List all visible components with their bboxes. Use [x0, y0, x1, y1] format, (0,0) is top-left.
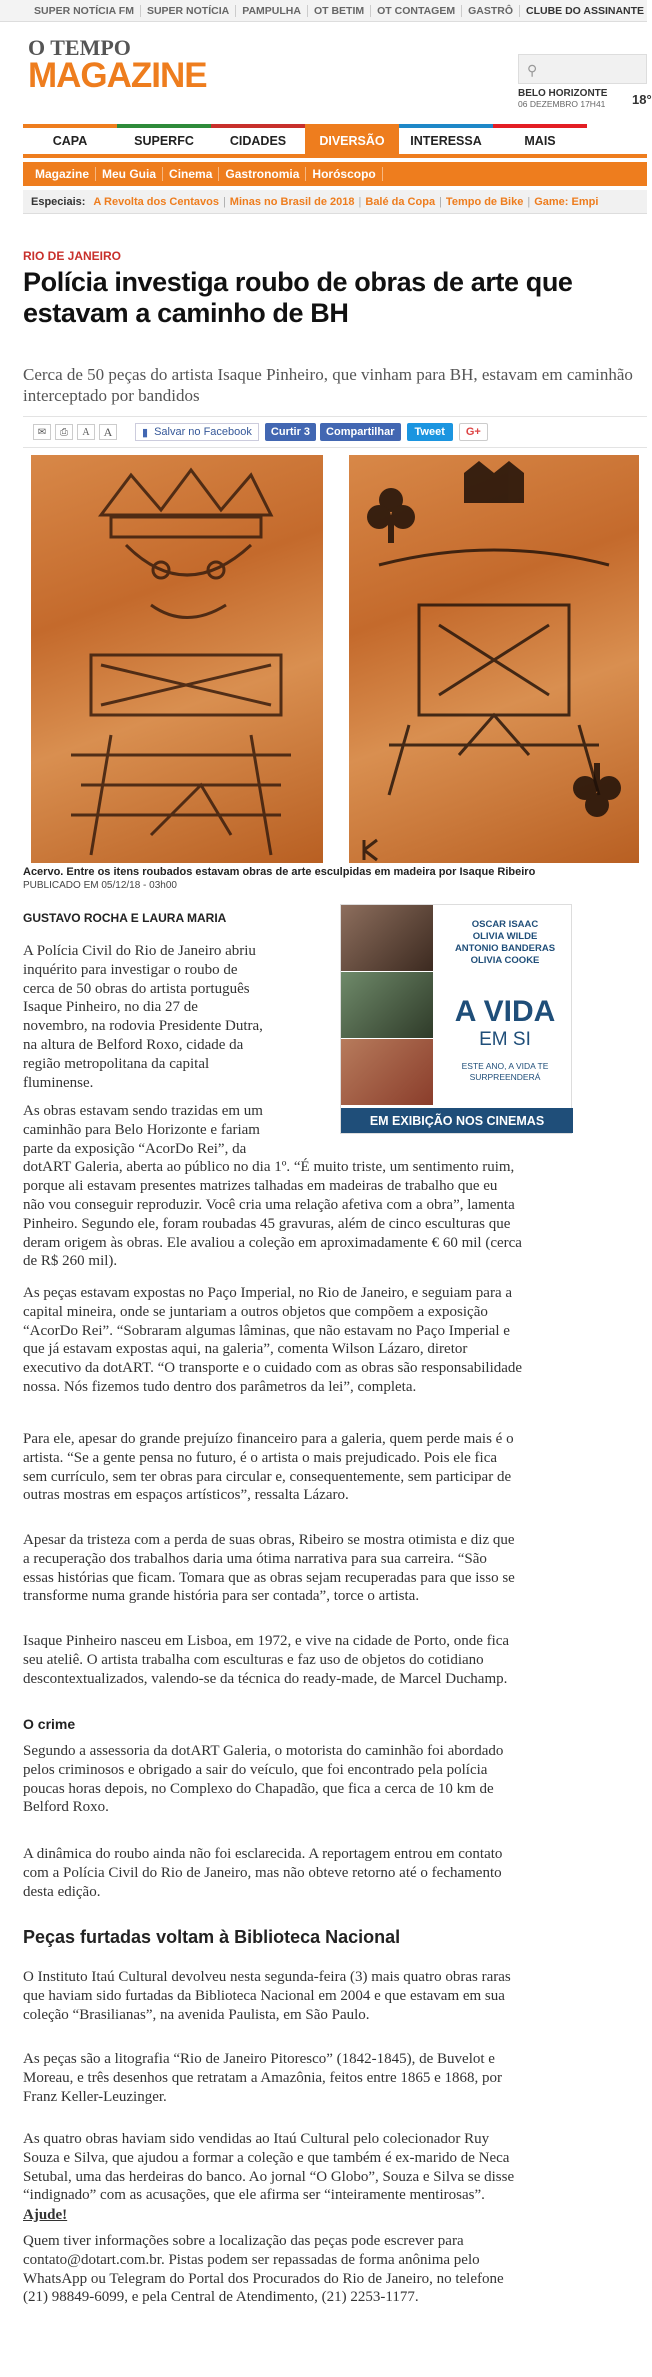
ad-photo-woman [341, 1039, 433, 1105]
article-author: GUSTAVO ROCHA E LAURA MARIA [23, 911, 227, 925]
article-kicker[interactable]: RIO DE JANEIRO [23, 249, 122, 263]
article-paragraph [23, 1632, 509, 1688]
weather-date: 06 DEZEMBRO 17H41 [518, 99, 606, 109]
paragraph-line: Segundo a assessoria da dotART Galeria, o motorista do caminhão foi abordado [23, 1743, 504, 1759]
specials-bar [23, 190, 647, 214]
paragraph-line: porque ali estavam presentes matrizes talhadas em madeiras de trabalho que eu [23, 1178, 498, 1195]
google-plus-button[interactable]: G+ [459, 423, 488, 441]
paragraph-line: cerca de 50 obras do artista português [23, 980, 250, 997]
article-paragraph [23, 1968, 511, 2024]
ad-now-showing-bar[interactable]: EM EXIBIÇÃO NOS CINEMAS [341, 1108, 573, 1133]
paragraph-line: caminhão para Belo Horizonte e fariam [23, 1121, 260, 1138]
paragraph-line: com a Polícia Civil do Rio de Janeiro, mas não obteve retorno até o fechamento [23, 1864, 502, 1881]
paragraph-line: coleção “Brasilianas”, na avenida Paulista, em São Paulo. [23, 2006, 370, 2023]
paragraph-line: a recuperação dos trabalhos daria uma ótima narrativa para sua carreira. “São [23, 1550, 487, 1567]
tweet-button[interactable]: Tweet [407, 423, 453, 441]
main-nav [23, 124, 647, 158]
paragraph-line: parte da exposição “AcorDo Rei”, da [23, 1140, 247, 1157]
sub-nav-item[interactable]: Gastronomia [219, 167, 306, 181]
paragraph-line: na altura de Belford Roxo, cidade da [23, 1036, 244, 1053]
topbar-link[interactable]: GASTRÔ [462, 5, 520, 17]
facebook-save-label: Salvar no Facebook [154, 426, 252, 438]
weather-city: BELO HORIZONTE [518, 88, 608, 99]
paragraph-line: desta edição. [23, 1883, 101, 1900]
topbar-link[interactable]: OT CONTAGEM [371, 5, 462, 17]
paragraph-line: executivo da dotART. “O transporte e o cuidado com as obras são responsabilidade [23, 1360, 523, 1377]
photo-panel-king [31, 455, 323, 863]
ad-cast-name: OLIVIA COOKE [470, 955, 540, 966]
specials-separator: | [439, 195, 442, 208]
paragraph-line: pelos criminosos e obrigado a sair do veículo, que foi encontrado pela polícia [23, 1761, 488, 1778]
topbar-link[interactable]: OT BETIM [308, 5, 371, 17]
bookmark-icon: ▮ [142, 426, 149, 439]
king-woodcut-image [31, 455, 323, 863]
paragraph-line: dotART Galeria, aberta ao público no dia 1º. “É muito triste, um sentimento ruim, [23, 1159, 515, 1176]
sub-nav [23, 162, 647, 186]
paragraph-line: que haviam sido furtadas da Biblioteca Nacional em 2004 e que estavam em sua [23, 1987, 505, 2004]
paragraph-line: Apesar da tristeza com a perda de suas obras, Ribeiro se mostra otimista e diz que [23, 1532, 515, 1548]
ad-movie-subtitle: EM SI [479, 1029, 531, 1050]
paragraph-line: inquérito para investigar o roubo de [23, 961, 238, 978]
photo-panel-king-of-clubs [349, 455, 639, 863]
paragraph-line: Isaque Pinheiro nasceu em Lisboa, em 1972, e vive na cidade de Porto, onde fica [23, 1633, 510, 1649]
ad-cast-name: OSCAR ISAAC [471, 919, 539, 930]
article-paragraph [23, 2050, 502, 2106]
ad-tagline [441, 1061, 569, 1083]
paragraph-line: As peças são a litografia “Rio de Janeiro Pitoresco” (1842-1845), de Buvelot e [23, 2051, 495, 2067]
article-paragraph [23, 1531, 515, 1606]
ad-cast-list [441, 919, 569, 967]
paragraph-line: que já estavam expostas aqui, na galeria”, comenta Wilson Lázaro, diretor [23, 1341, 468, 1358]
paragraph-line: fluminense. [23, 1074, 94, 1091]
movie-ad-banner[interactable] [340, 904, 572, 1134]
article-paragraph [23, 942, 263, 1092]
main-nav-item[interactable]: DIVERSÃO [305, 124, 399, 154]
paragraph-line: Quem tiver informações sobre a localização das peças pode escrever para [23, 2233, 464, 2249]
section-heading-crime: O crime [23, 1716, 76, 1732]
sub-nav-item[interactable]: Horóscopo [306, 167, 382, 181]
paragraph-line: contato@dotart.com.br. Pistas podem ser repassadas de forma anônima pelo [23, 2251, 480, 2268]
article-title: Polícia investiga roubo de obras de arte que estavam a caminho de BH [23, 267, 573, 328]
paragraph-line: Moreau, e três desenhos que retratam a Amazônia, feitos entre 1865 e 1868, por [23, 2069, 503, 2086]
published-date: PUBLICADO EM 05/12/18 - 03h00 [23, 880, 177, 891]
facebook-share-button[interactable]: Compartilhar [320, 423, 400, 441]
search-icon[interactable]: ⚲ [527, 62, 538, 78]
paragraph-line: As peças estavam expostas no Paço Imperial, no Rio de Janeiro, e seguiam para a [23, 1285, 513, 1301]
specials-label: Especiais: [31, 195, 86, 208]
paragraph-line: Pinheiro. Segundo ele, foram roubadas 45 gravuras, além de cinco esculturas que [23, 1215, 511, 1232]
sub-nav-item[interactable]: Cinema [163, 167, 219, 181]
main-nav-item[interactable]: CIDADES [211, 124, 305, 154]
specials-link[interactable]: Minas no Brasil de 2018 [229, 195, 355, 208]
weather-widget [518, 88, 652, 118]
paragraph-line: Setubal, uma das herdeiras do banco. Ao jornal “O Globo”, Souza e Silva se disse [23, 2168, 515, 2185]
article-paragraph [23, 1845, 502, 1901]
ad-photo-couple [341, 905, 433, 971]
paragraph-line: sem currículo, sem ter obras para circular e, consequentemente, sem participar de [23, 1468, 512, 1485]
paragraph-line: O Instituto Itaú Cultural devolveu nesta segunda-feira (3) mais quatro obras raras [23, 1969, 511, 1985]
ad-cast-name: OLIVIA WILDE [472, 931, 538, 942]
photo-caption: Acervo. Entre os itens roubados estavam obras de arte esculpidas em madeira por Isaque Ribeiro [23, 866, 536, 878]
font-increase-button[interactable]: A [99, 424, 117, 440]
topbar-link[interactable]: SUPER NOTÍCIA FM [28, 5, 141, 17]
paragraph-line: não vou conseguir reproduzir. Você cria uma relação afetiva com a obra”, lamenta [23, 1196, 515, 1213]
section-heading-pecas: Peças furtadas voltam à Biblioteca Nacional [23, 1927, 401, 1947]
specials-link[interactable]: Game: Empi [534, 195, 599, 208]
article-paragraph [23, 1102, 522, 1271]
paragraph-line: Belford Roxo. [23, 1799, 109, 1816]
paragraph-line: novembro, na rodovia Presidente Dutra, [23, 1018, 263, 1035]
weather-temp: 18° [632, 92, 652, 107]
specials-link[interactable]: Tempo de Bike [445, 195, 524, 208]
topbar-link[interactable]: CLUBE DO ASSINANTE [526, 4, 645, 17]
paragraph-line: “AcorDo Rei”. “Sobraram algumas lâminas, que não estavam no Paço Imperial e [23, 1322, 510, 1339]
site-logo[interactable] [28, 35, 207, 95]
facebook-like-button[interactable]: Curtir 3 [265, 423, 316, 441]
specials-link[interactable]: Balé da Copa [365, 195, 436, 208]
print-icon[interactable]: ⎙ [55, 424, 73, 440]
ad-photo-man [341, 972, 433, 1038]
paragraph-line: região metropolitana da capital [23, 1055, 210, 1072]
ad-cast-name: ANTONIO BANDERAS [454, 943, 556, 954]
ad-movie-title: A VIDA [454, 995, 556, 1028]
paragraph-line: seu ateliê. O artista trabalha com esculturas e faz uso de objetos do cotidiano [23, 1651, 484, 1668]
article-paragraph [23, 1430, 514, 1505]
font-decrease-button[interactable]: A [77, 424, 95, 440]
king-of-clubs-woodcut-image [349, 455, 639, 863]
paragraph-line: A dinâmica do roubo ainda não foi esclarecida. A reportagem entrou em contato [23, 1846, 503, 1862]
article-paragraph [23, 1742, 503, 1817]
main-nav-item[interactable]: CAPA [23, 124, 117, 154]
paragraph-line: poucas horas depois, no Complexo do Chapadão, que fica a cerca de 10 km de [23, 1780, 494, 1797]
ad-photo-stack [341, 905, 433, 1105]
ajude-heading: Ajude! [23, 2207, 68, 2223]
email-icon[interactable]: ✉ [33, 424, 51, 440]
paragraph-line: WhatsApp ou Telegram do Portal dos Procurados do Rio de Janeiro, no telefone [23, 2270, 504, 2287]
share-bar [23, 416, 647, 448]
paragraph-line: Isaque Pinheiro, no dia 27 de [23, 999, 198, 1016]
topbar-link[interactable]: SUPER NOTÍCIA [141, 5, 236, 17]
top-links-bar [0, 0, 647, 22]
paragraph-line: de R$ 260 mil). [23, 1253, 118, 1270]
paragraph-line: A Polícia Civil do Rio de Janeiro abriu [23, 943, 256, 959]
paragraph-line: Para ele, apesar do grande prejuízo financeiro para a galeria, quem perde mais é o [23, 1431, 514, 1447]
paragraph-line: essas histórias que ficam. Tomara que as obras sejam recuperadas para que isso se [23, 1569, 515, 1586]
paragraph-line: capital mineira, onde se juntariam a outros objetos que compõem a exposição [23, 1303, 488, 1320]
article-photo[interactable] [23, 455, 643, 863]
paragraph-line: Franz Keller-Leuzinger. [23, 2088, 167, 2105]
specials-separator: | [222, 195, 226, 208]
ad-tagline-line: ESTE ANO, A VIDA TE [461, 1061, 549, 1071]
article-paragraph [23, 2130, 514, 2205]
paragraph-line: As obras estavam sendo trazidas em um [23, 1103, 263, 1119]
paragraph-line: nossa. Nós fizemos tudo dentro dos parâmetros da lei”, completa. [23, 1378, 417, 1395]
paragraph-line: artista. “Se a gente pensa no futuro, é o artista o mais prejudicado. Pois ele fica [23, 1449, 498, 1466]
main-nav-item[interactable]: INTERESSA [399, 124, 493, 154]
ad-tagline-line: SURPREENDERÁ [469, 1072, 541, 1082]
article-paragraph [23, 2232, 504, 2307]
paragraph-line: “indignado” com as acusações, que ele afirma ser “inteiramente mentirosas”. [23, 2187, 485, 2204]
specials-separator: | [527, 195, 531, 208]
specials-link[interactable]: A Revolta dos Centavos [93, 195, 219, 208]
search-input[interactable] [518, 54, 647, 84]
logo-magazine: MAGAZINE [28, 56, 207, 95]
main-nav-item[interactable]: MAIS [493, 124, 587, 154]
paragraph-line: As quatro obras haviam sido vendidas ao Itaú Cultural pelo colecionador Ruy [23, 2131, 490, 2147]
logo-otempo: O TEMPO [28, 35, 131, 60]
facebook-save-button[interactable] [135, 423, 259, 441]
article-lead: Cerca de 50 peças do artista Isaque Pinheiro, que vinham para BH, estavam em caminhão interceptado por bandidos [23, 365, 633, 405]
article-paragraph [23, 1284, 522, 1397]
paragraph-line: (21) 98849-6099, e pela Central de Atendimento, (21) 2253-1177. [23, 2289, 419, 2306]
specials-separator: | [358, 195, 362, 208]
paragraph-line: deram origem às obras. Ele avaliou a coleção em aproximadamente € 60 mil (cerca [23, 1234, 522, 1251]
paragraph-line: Souza e Silva, que ajudou a formar a coleção e que também é ex-marido de Neca [23, 2149, 510, 2166]
topbar-link[interactable]: PAMPULHA [236, 5, 308, 17]
main-nav-item[interactable]: SUPERFC [117, 124, 211, 154]
paragraph-line: transforme numa grande história para ser contada”, torce o artista. [23, 1588, 420, 1605]
sub-nav-item[interactable]: Magazine [29, 167, 96, 181]
sub-nav-item[interactable]: Meu Guia [96, 167, 163, 181]
paragraph-line: descontextualizados, valendo-se da técnica do ready-made, de Marcel Duchamp. [23, 1670, 508, 1687]
paragraph-line: outras mostras em espaços artísticos”, ressalta Lázaro. [23, 1487, 349, 1504]
